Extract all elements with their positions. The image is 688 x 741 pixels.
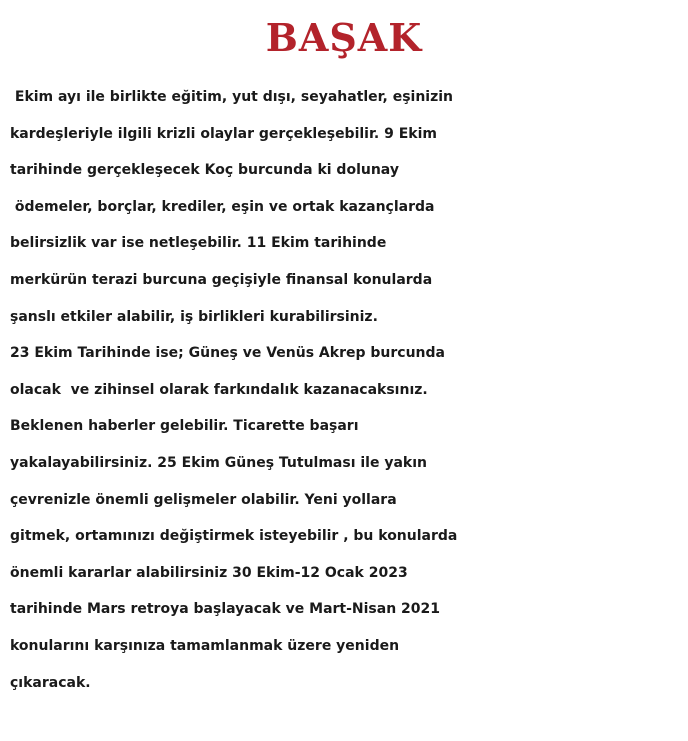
text-line: merkürün terazi burcuna geçişiyle finansal konularda	[10, 271, 433, 288]
text-line: tarihinde gerçekleşecek Koç burcunda ki dolunay	[10, 162, 399, 179]
text-line: yakalayabilirsiniz. 25 Ekim Güneş Tutulması ile yakın	[10, 454, 427, 471]
text-line: gitmek, ortamınızı değiştirmek isteyebilir , bu konularda	[10, 528, 458, 545]
text-line: çıkaracak.	[10, 674, 91, 691]
text-line: Beklenen haberler gelebilir. Ticarette başarı	[10, 418, 359, 435]
text-line: ödemeler, borçlar, krediler, eşin ve ortak kazançlarda	[10, 198, 435, 215]
text-line: Ekim ayı ile birlikte eğitim, yut dışı, seyahatler, eşinizin	[10, 89, 454, 105]
text-line: tarihinde Mars retroya başlayacak ve Mart-Nisan 2021	[10, 601, 441, 618]
page-title: BAŞAK	[265, 15, 423, 60]
text-line: olacak ve zihinsel olarak farkındalık kazanacaksınız.	[10, 381, 428, 398]
text-line: çevrenizle önemli gelişmeler olabilir. Yeni yollara	[10, 491, 397, 508]
text-line: kardeşleriyle ilgili krizli olaylar gerçekleşebilir. 9 Ekim	[10, 125, 437, 142]
text-line: şanslı etkiler alabilir, iş birlikleri kurabilirsiniz.	[10, 308, 378, 325]
text-line: 23 Ekim Tarihinde ise; Güneş ve Venüs Akrep burcunda	[10, 345, 445, 362]
horoscope-text	[10, 79, 682, 701]
text-line: belirsizlik var ise netleşebilir. 11 Ekim tarihinde	[10, 235, 387, 252]
text-line: önemli kararlar alabilirsiniz 30 Ekim-12 Ocak 2023	[10, 564, 408, 581]
text-line: konularını karşınıza tamamlanmak üzere yeniden	[10, 637, 400, 654]
